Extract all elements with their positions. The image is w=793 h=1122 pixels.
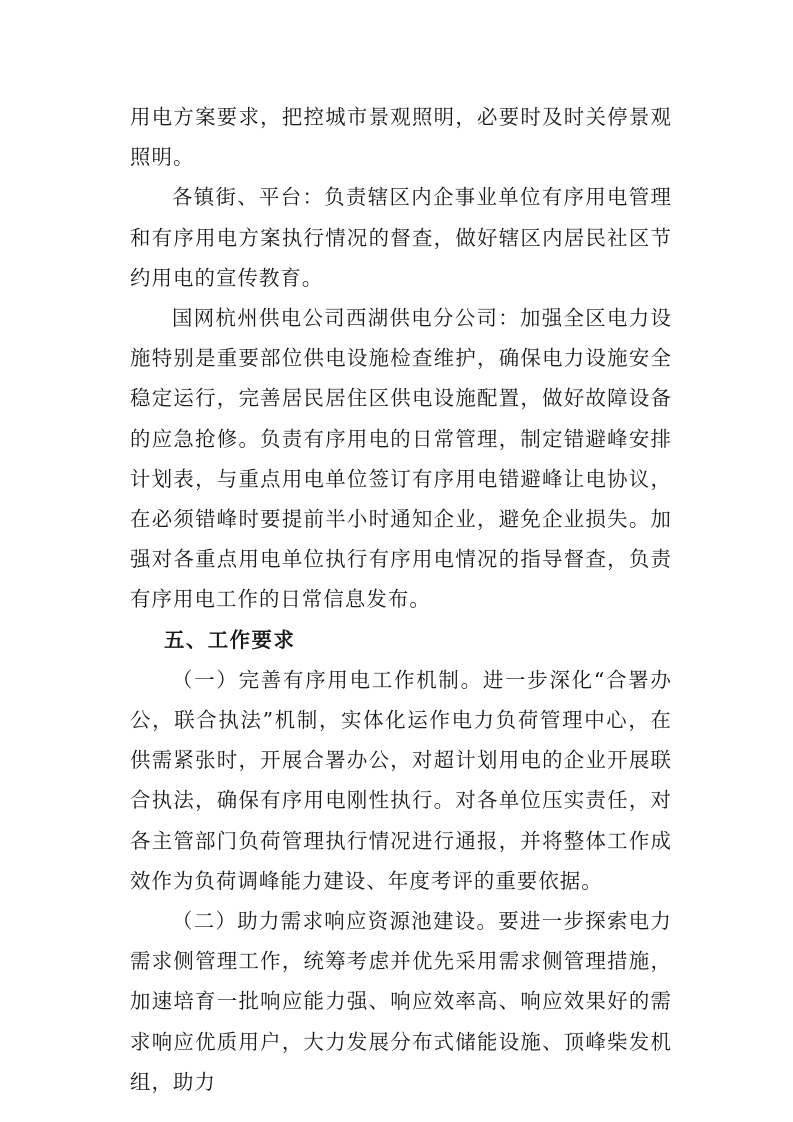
paragraph-power-supply-company: 国网杭州供电公司西湖供电分公司：加强全区电力设施特别是重要部位供电设施检查维护，确保电力设施安全稳定运行，完善居民居住区供电设施配置，做好故障设备的应急抢修。负责有序用电的日常管理，制定错避峰安排计划表，与重点用电单位签订有序用电错避峰让电协议，在必须错峰时要提前半小时通知企业，避免企业损失。加强对各重点用电单位执行有序用电情况的指导督查，负责有序用电工作的日常信息发布。 [130, 306, 672, 612]
paragraph-item-2: （二）助力需求响应资源池建设。要进一步探索电力需求侧管理工作，统筹考虑并优先采用需求侧管理措施，加速培育一批响应能力强、响应效率高、响应效果好的需求响应优质用户，大力发展分布式储能设施、顶峰柴发机组，助力 [130, 909, 672, 1094]
document-body [130, 97, 672, 1102]
paragraph-continuation: 用电方案要求，把控城市景观照明，必要时及时关停景观照明。 [130, 105, 672, 170]
section-heading-work-requirements: 五、工作要求 [164, 627, 296, 652]
paragraph-towns-streets: 各镇街、平台：负责辖区内企事业单位有序用电管理和有序用电方案执行情况的督查，做好辖区内居民社区节约用电的宣传教育。 [130, 185, 672, 290]
paragraph-item-1: （一）完善有序用电工作机制。进一步深化“合署办公，联合执法”机制，实体化运作电力负荷管理中心，在供需紧张时，开展合署办公，对超计划用电的企业开展联合执法，确保有序用电刚性执行。对各单位压实责任，对各主管部门负荷管理执行情况进行通报，并将整体工作成效作为负荷调峰能力建设、年度考评的重要依据。 [130, 667, 672, 893]
